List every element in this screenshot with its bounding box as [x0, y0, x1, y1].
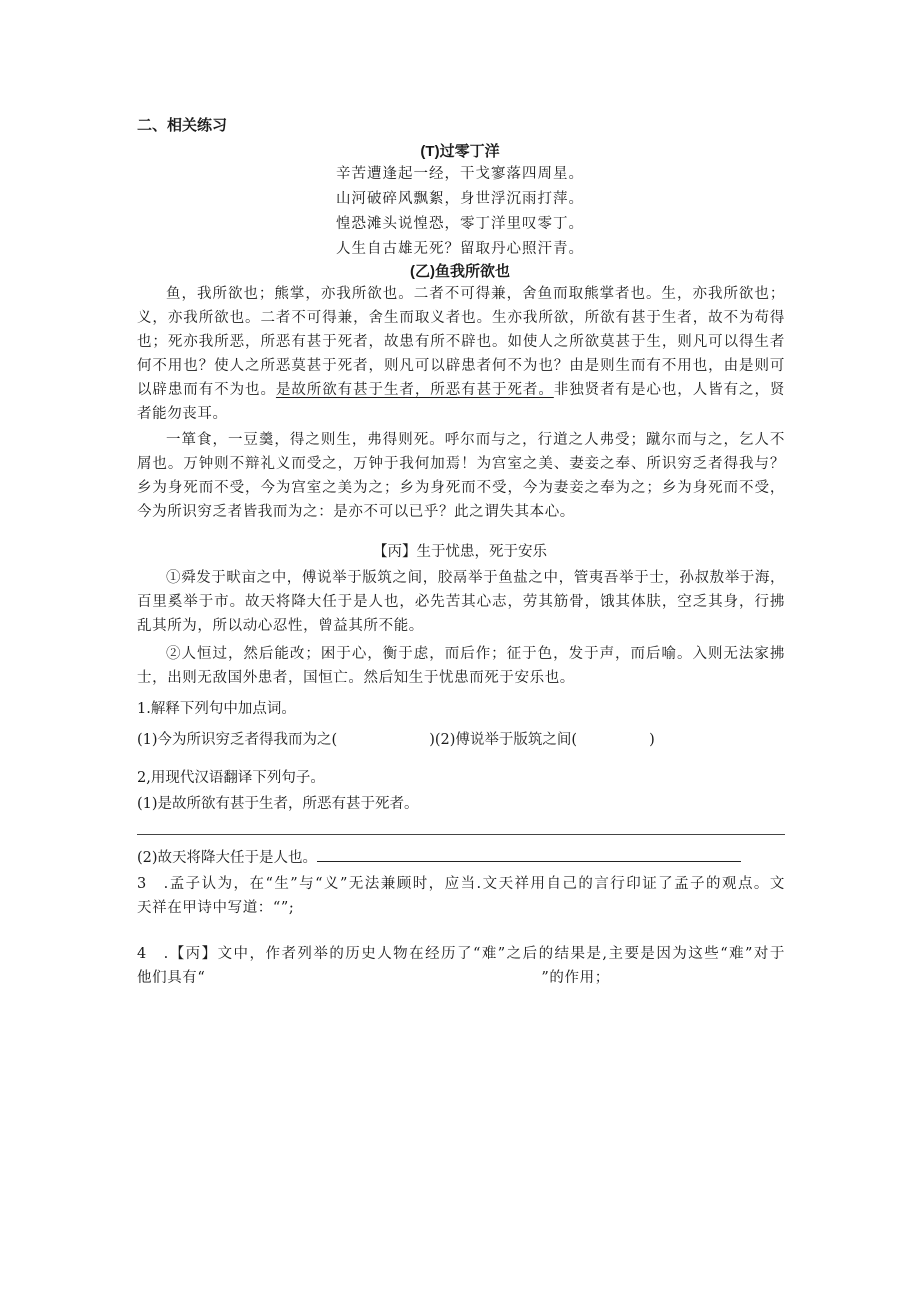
text-line: 鱼，我所欲也；熊掌，亦我所欲也。二者不可得兼，舍鱼而取熊掌者也。生，亦我所欲也；: [166, 286, 785, 302]
text-bing-paragraph-2: [137, 642, 785, 690]
question-1-part-1: (1)今为所识穷乏者得我而为之(: [137, 732, 338, 748]
question-4: [137, 942, 785, 990]
question-3-line: 天祥在甲诗中写道：“”;: [137, 900, 295, 916]
text-yi-paragraph-1: [137, 282, 785, 426]
text-line: 义，亦我所欲也。二者不可得兼，舍生而取义者也。生亦我所欲，所欲有甚于生者，故不为苟得: [137, 310, 785, 326]
text-line: ②人恒过，然后能改；困于心，衡于虑，而后作；征于色，发于声，而后喻。入则无法家拂: [166, 646, 785, 662]
text-line: 一箪食，一豆羹，得之则生，弗得则死。呼尔而与之，行道之人弗受；蹴尔而与之，乞人不: [166, 432, 785, 448]
question-4-line: 4 .【丙】文中，作者列举的历史人物在经历了“难”之后的结果是,主要是因为这些“难”对于: [137, 946, 785, 962]
text-line: ①舜发于畎亩之中，傅说举于版筑之间，胶鬲举于鱼盐之中，管夷吾举于士，孙叔敖举于海，: [166, 570, 785, 586]
question-4-close: ”的作用；: [541, 970, 610, 986]
question-1-part-2: )(2)傅说举于版筑之间(: [429, 732, 578, 748]
text-segment: 非独贤者有是心也，人皆有之，贤: [553, 382, 785, 398]
text-line: 百里奚举于市。故天将降大任于是人也，必先苦其心志，劳其筋骨，饿其体肤，空乏其身，行拂: [137, 594, 785, 610]
poem-title: (T)过零丁洋: [420, 143, 500, 160]
text-line: 乱其所为，所以动心忍性，曾益其所不能。: [137, 618, 424, 634]
underlined-sentence: 是故所欲有甚于生者，所恶有甚于死者。: [275, 382, 554, 398]
answer-line[interactable]: [137, 834, 785, 835]
text-line: 者能勿丧耳。: [137, 406, 228, 422]
text-line: 屑也。万钟则不辩礼义而受之，万钟于我何加焉！为宫室之美、妻妾之奉、所识穷乏者得我与？: [137, 456, 785, 472]
poem-line: 辛苦遭逢起一经，干戈寥落四周星。: [336, 166, 584, 182]
text-yi-paragraph-2: [137, 428, 785, 524]
text-segment: 以辟患而有不为也。: [137, 382, 276, 398]
question-2-item-2: (2)故天将降大任于是人也。: [137, 850, 318, 866]
question-2-item-1: (1)是故所欲有甚于生者，所恶有甚于死者。: [137, 796, 419, 812]
text-line: 士，出则无敌国外患者，国恒亡。然后知生于忧患而死于安乐也。: [137, 670, 575, 686]
text-yi-title: (乙)鱼我所欲也: [410, 263, 510, 280]
text-line: 也；死亦我所恶，所恶有甚于死者，故患有所不辟也。如使人之所欲莫甚于生，则凡可以得生者: [137, 334, 785, 350]
text-bing-title: 【丙】生于忧患，死于安乐: [373, 544, 547, 560]
poem-line: 惶恐滩头说惶恐，零丁洋里叹零丁。: [336, 216, 584, 232]
question-3: [137, 872, 785, 920]
text-line: 今为所识穷乏者皆我而为之：是亦不可以已乎？此之谓失其本心。: [137, 504, 575, 520]
question-1-close: ): [649, 732, 655, 748]
text-line: 何不用也？使人之所恶莫甚于死者，则凡可以辟患者何不为也？由是则生而有不用也，由是则可: [137, 358, 785, 374]
poem-line: 山河破碎风飘絮，身世浮沉雨打萍。: [336, 191, 584, 207]
question-2-title: 2,用现代汉语翻译下列句子。: [137, 770, 325, 786]
text-line: 乡为身死而不受，今为宫室之美为之；乡为身死而不受，今为妻妾之奉为之；乡为身死而不受，: [137, 480, 785, 496]
question-2-item-2-row: [137, 846, 741, 867]
question-4-line: [137, 966, 785, 990]
question-1-items: [137, 728, 655, 749]
section-title: 二、相关练习: [137, 117, 228, 134]
answer-blank[interactable]: [317, 846, 741, 862]
poem-line: 人生自古雄无死？留取丹心照汗青。: [336, 241, 584, 257]
question-4-open: 他们具有“: [137, 970, 206, 986]
question-3-line: 3 .孟子认为，在“生”与“义”无法兼顾时，应当.文天祥用自己的言行印证了孟子的观点。文: [137, 876, 785, 892]
text-line: [137, 378, 785, 402]
poem-body: [0, 162, 920, 262]
text-bing-paragraph-1: [137, 566, 785, 638]
question-1-title: 1.解释下列句中加点词。: [137, 701, 296, 717]
